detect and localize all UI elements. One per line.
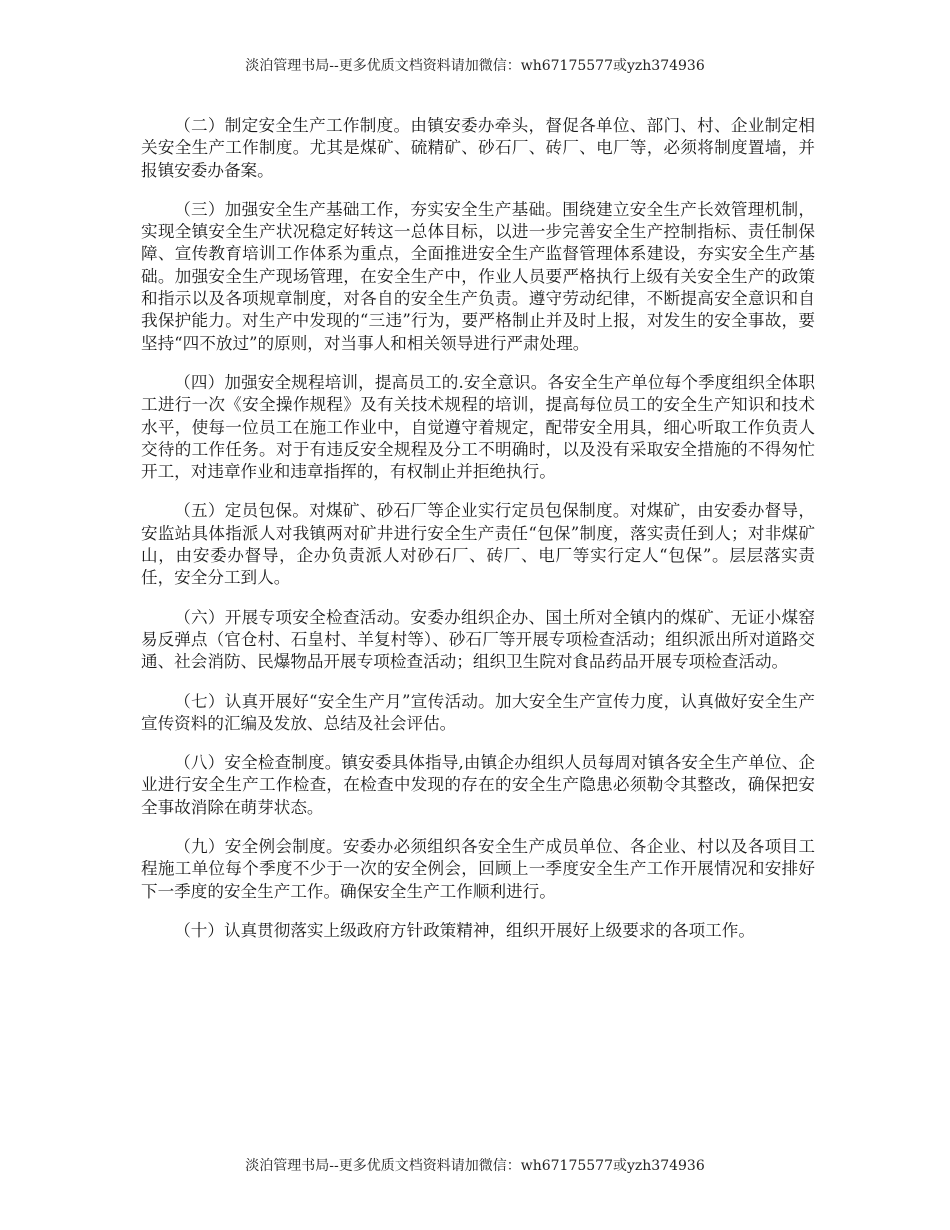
paragraph-4: （四）加强安全规程培训，提高员工的.安全意识。各安全生产单位每个季度组织全体职工进行一次《安全操作规程》及有关技术规程的培训，提高每位员工的安全生产知识和技术水平，使每一位员工在施工作业中，自觉遵守着规定，配带安全用具，细心听取工作负责人交待的工作任务。对于有违反安全规程及分工不明确时，以及没有采取安全措施的不得匆忙开工，对违章作业和违章指挥的，有权制止并拒绝执行。: [141, 372, 815, 482]
document-body: [141, 115, 815, 959]
paragraph-3: （三）加强安全生产基础工作，夯实安全生产基础。围绕建立安全生产长效管理机制，实现全镇安全生产状况稳定好转这一总体目标，以进一步完善安全生产控制指标、责任制保障、宣传教育培训工作体系为重点，全面推进安全生产监督管理体系建设，夯实安全生产基础。加强安全生产现场管理，在安全生产中，作业人员要严格执行上级有关安全生产的政策和指示以及各项规章制度，对各自的安全生产负责。遵守劳动纪律，不断提高安全意识和自我保护能力。对生产中发现的“三违”行为，要严格制止并及时上报，对发生的安全事故，要坚持“四不放过”的原则，对当事人和相关领导进行严肃处理。: [141, 199, 815, 353]
page-header: 淡泊管理书局--更多优质文档资料请加微信：wh67175577或yzh374936: [245, 58, 705, 74]
paragraph-9: （九）安全例会制度。安委办必须组织各安全生产成员单位、各企业、村以及各项目工程施工单位每个季度不少于一次的安全例会，回顾上一季度安全生产工作开展情况和安排好下一季度的安全生产工作。确保安全生产工作顺利进行。: [141, 837, 815, 901]
paragraph-10: （十）认真贯彻落实上级政府方针政策精神，组织开展好上级要求的各项工作。: [174, 920, 755, 940]
paragraph-2: （二）制定安全生产工作制度。由镇安委办牵头，督促各单位、部门、村、企业制定相关安全生产工作制度。尤其是煤矿、硫精矿、砂石厂、砖厂、电厂等，必须将制度置墙，并报镇安委办备案。: [141, 116, 815, 180]
page-footer: 淡泊管理书局--更多优质文档资料请加微信：wh67175577或yzh374936: [245, 1158, 705, 1174]
paragraph-8: （八）安全检查制度。镇安委具体指导,由镇企办组织人员每周对镇各安全生产单位、企业进行安全生产工作检查，在检查中发现的存在的安全生产隐患必须勒令其整改，确保把安全事故消除在萌芽状态。: [141, 753, 815, 817]
paragraph-6: （六）开展专项安全检查活动。安委办组织企办、国土所对全镇内的煤矿、无证小煤窑易反弹点（官仓村、石皇村、羊复村等）、砂石厂等开展专项检查活动；组织派出所对道路交通、社会消防、民爆物品开展专项检查活动；组织卫生院对食品药品开展专项检查活动。: [141, 607, 815, 672]
paragraph-7: （七）认真开展好“安全生产月”宣传活动。加大安全生产宣传力度，认真做好安全生产宣传资料的汇编及发放、总结及社会评估。: [141, 691, 815, 733]
paragraph-5: （五）定员包保。对煤矿、砂石厂等企业实行定员包保制度。对煤矿，由安委办督导，安监站具体指派人对我镇两对矿井进行安全生产责任“包保”制度，落实责任到人；对非煤矿山，由安委办督导，企办负责派人对砂石厂、砖厂、电厂等实行定人“包保”。层层落实责任，安全分工到人。: [141, 501, 815, 588]
